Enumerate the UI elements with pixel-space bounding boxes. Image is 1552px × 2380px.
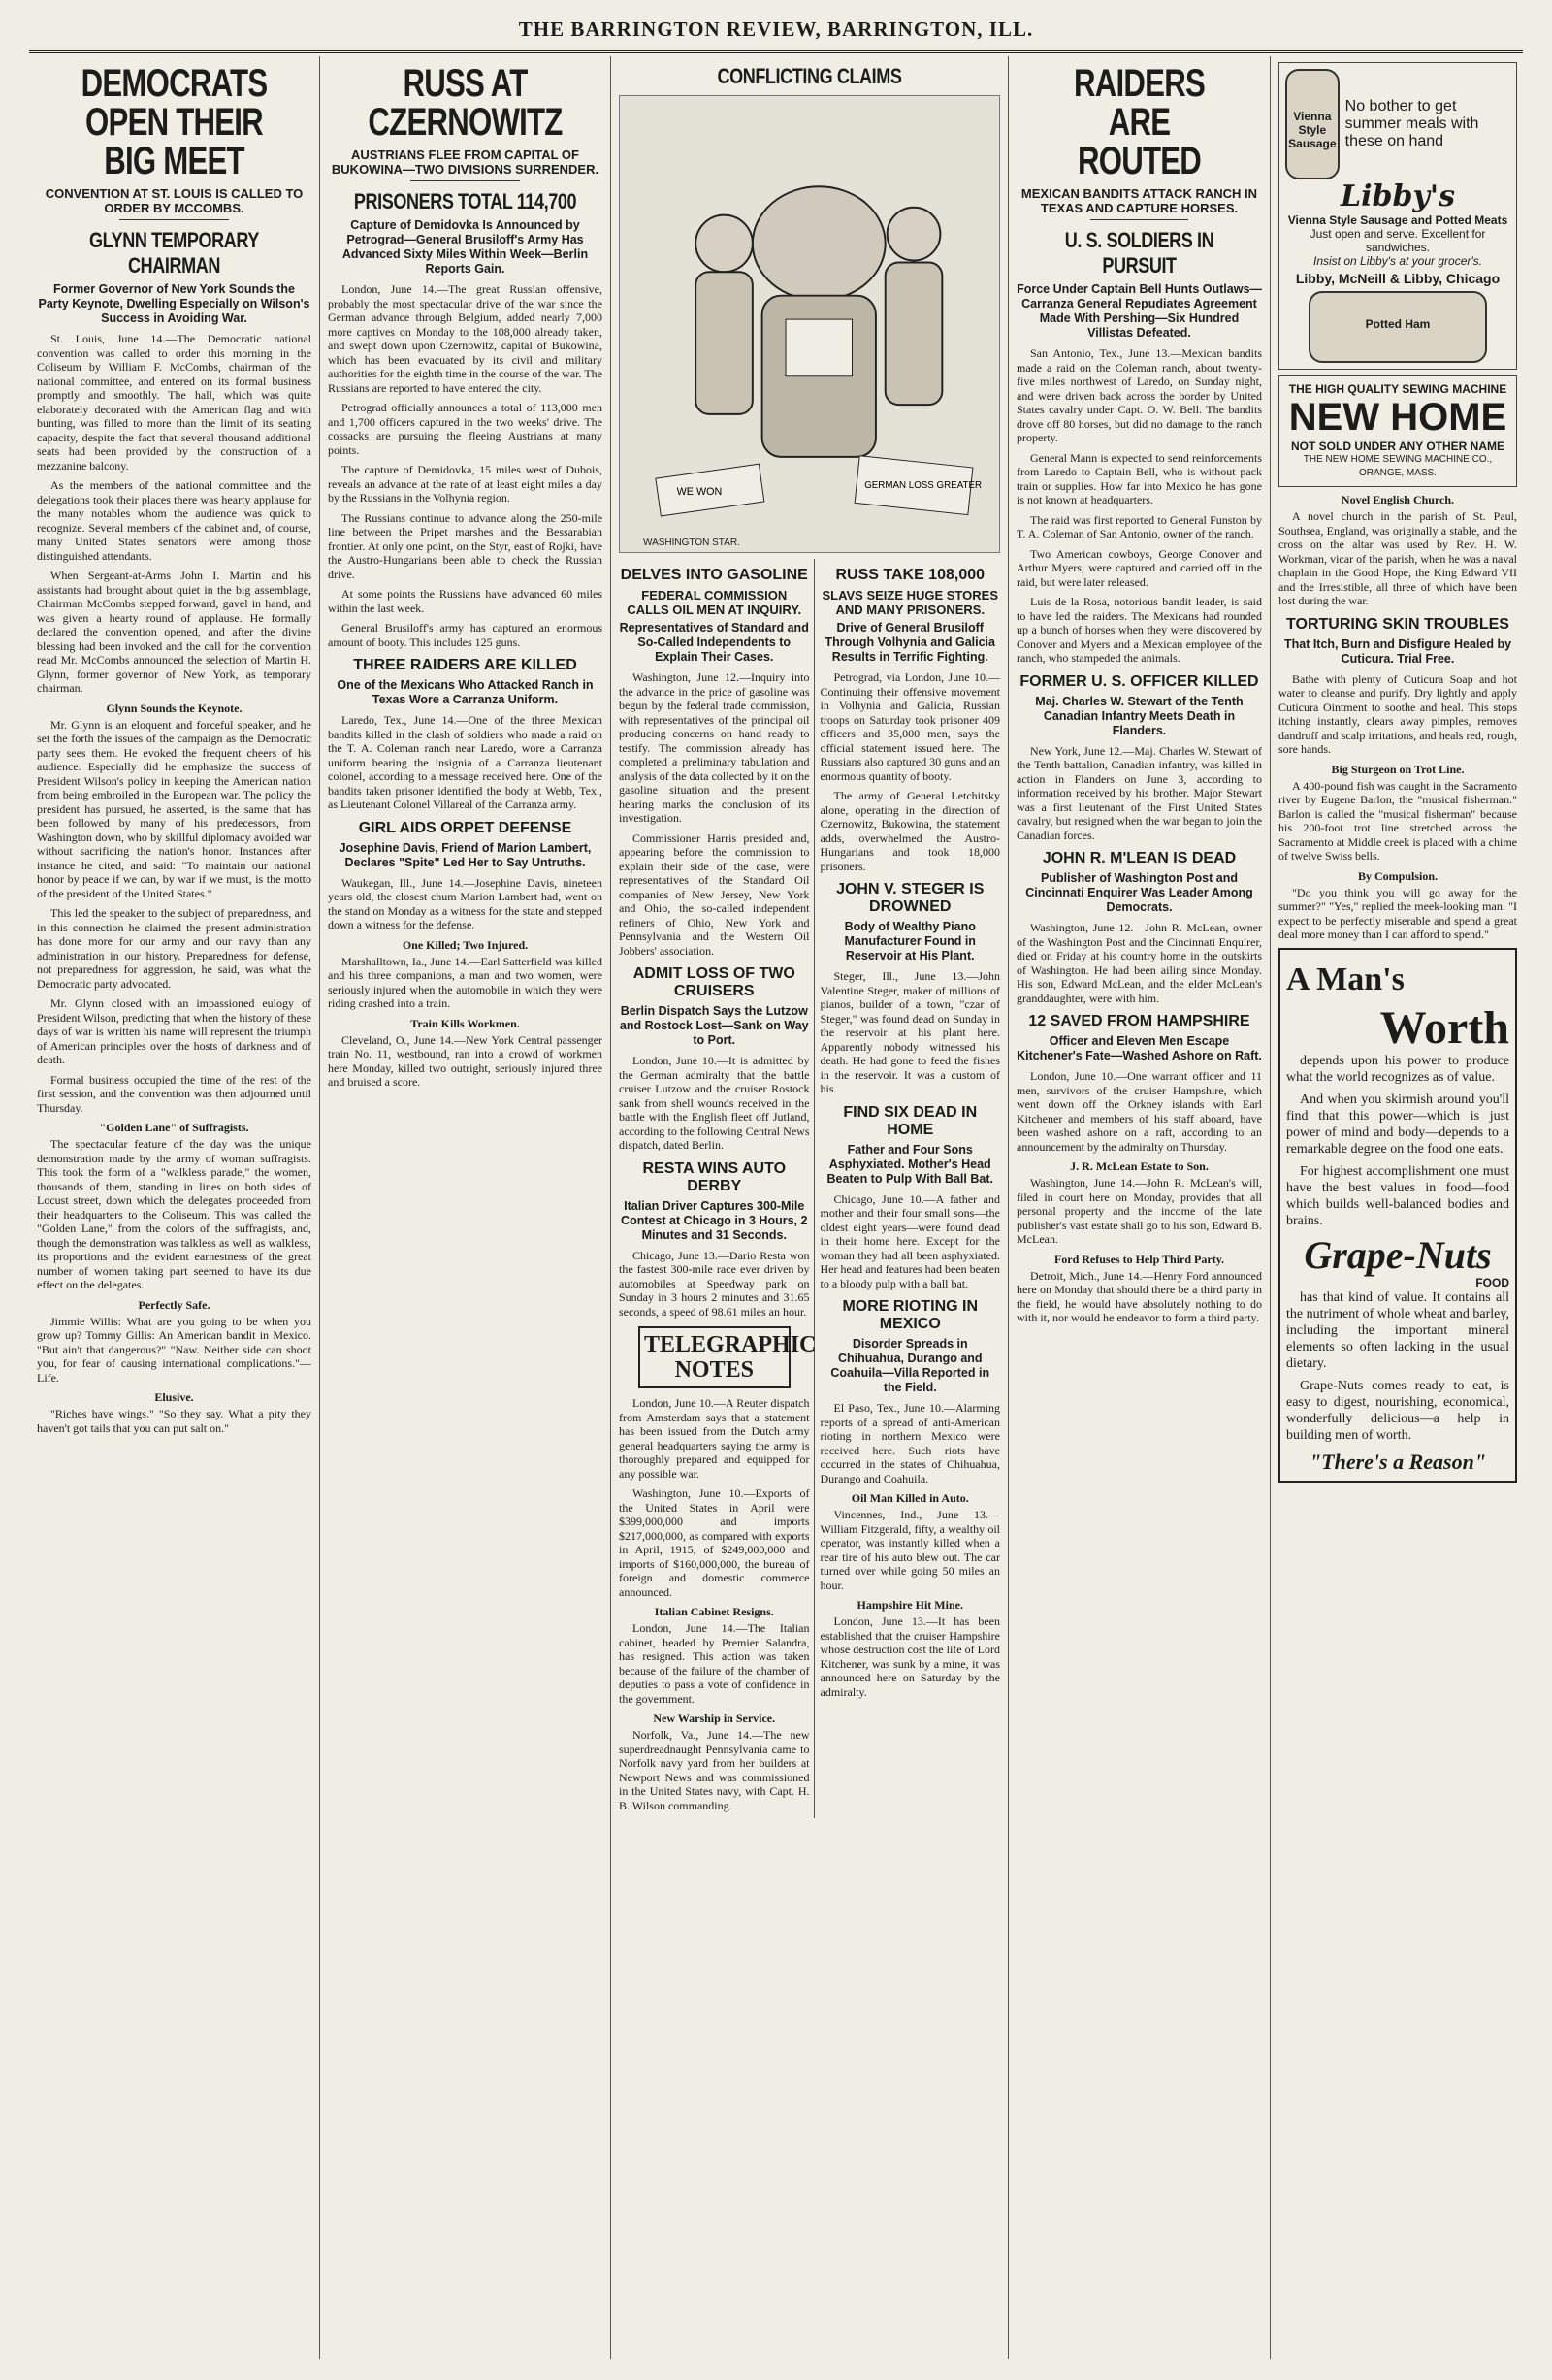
paragraph: Washington, June 14.—John R. McLean's will, filed in court here on Monday, provides that all personal property and the income of the late publisher's vast estate shall go to his son, Edward B. McLean. [1017,1176,1262,1246]
deck-mexican-bandits: MEXICAN BANDITS ATTACK RANCH IN TEXAS AND CAPTURE HORSES. [1020,186,1258,215]
summary: Josephine Davis, Friend of Marion Lambert, Declares "Spite" Led Her to Say Untruths. [339,840,592,869]
paragraph: Luis de la Rosa, notorious bandit leader, is said to have led the raiders. The Mexicans had rounded up a bunch of horses when they were discovered by Conover and Myers and a Mexican employee of the ranch, who stampeded the animals. [1017,595,1262,665]
column-1 [29,56,320,2359]
newhome-company: THE NEW HOME SEWING MACHINE CO., ORANGE, MASS. [1303,454,1493,478]
paragraph: The capture of Demidovka, 15 miles west of Dubois, reveals an advance at the rate of at least eight miles a day by the Russians in the Volhynia region. [328,463,602,505]
paragraph: El Paso, Tex., June 10.—Alarming reports of a spread of anti-American rioting in northern Mexico were received here. Such riots have occurred in the states of Chihuahua, Durango and Coahuila. [820,1401,1000,1485]
paragraph: Petrograd officially announces a total of 113,000 men and 1,700 officers captured in the two weeks' drive. The cossacks are pursuing the fleeing Austrians at many points. [328,401,602,457]
paragraph: General Brusiloff's army has captured an enormous amount of booty. This includes 125 guns. [328,621,602,649]
paragraph: A 400-pound fish was caught in the Sacramento river by Eugene Barlon, the "musical fisherman." Barlon is called the "musical fisherman" because his 200-foot trot line stretched across the Sacramento at Middle creek is placed with a chime of twelve Swiss bells. [1278,778,1517,863]
section-title: Hampshire Hit Mine. [857,1598,963,1612]
section-title: Glynn Sounds the Keynote. [106,701,242,715]
summary: Former Governor of New York Sounds the Party Keynote, Dwelling Especially on Wilson's Success in Avoiding War. [38,282,310,325]
headline-resta: RESTA WINS AUTO DERBY [642,1159,787,1194]
newhome-top: THE HIGH QUALITY SEWING MACHINE [1288,382,1507,396]
libby-products: Vienna Style Sausage and Potted Meats [1287,213,1508,227]
paragraph: Laredo, Tex., June 14.—One of the three Mexican bandits killed in the clash of soldiers who made a raid on the T. A. Coleman ranch near Laredo, wore a Carranza uniform bearing the insignia of a Carranza lieutenant colonel, according to a message received here. One of the bandits taken prisoner identified the body at Webb, Tex., as Lieutenant Colonel Villareal of the Carranza army. [328,713,602,811]
paragraph: Jimmie Willis: What are you going to be when you grow up? Tommy Gillis: An American bandit in Mexico. "But ain't that dangerous?" "Naw. Neither side can shoot you, for fear of causing international complications."—Life. [37,1314,311,1385]
headline-conflicting-claims: CONFLICTING CLAIMS [717,64,902,88]
section-title: Italian Cabinet Resigns. [654,1605,774,1618]
paragraph: Chicago, June 10.—A father and mother and their four small sons—the oldest eight years—were found dead in their home here. Except for the woman they had all been asphyxiated. Her head and features had been beaten to a bloody pulp with a ball bat. [820,1191,1000,1290]
summary: Capture of Demidovka Is Announced by Petrograd—General Brusiloff's Army Has Advanced Sixty Miles Within Week—Berlin Reports Gain. [341,218,589,276]
summary: Representatives of Standard and So-Called Independents to Explain Their Cases. [619,621,809,664]
headline-hampshire: 12 SAVED FROM HAMPSHIRE [1028,1013,1250,1029]
section-title: Novel English Church. [1341,493,1455,506]
summary: Disorder Spreads in Chihuahua, Durango and Coahuila—Villa Reported in the Field. [830,1337,990,1394]
paragraph: Steger, Ill., June 13.—John Valentine Steger, maker of millions of pianos, builder of a town, "czar of Steger," was found dead on Sunday in the reservoir at his plant here. Apparently nobody witnessed his death. He had gone to feed the fishes in the reservoir. It was a custom of his. [820,969,1000,1095]
summary: Publisher of Washington Post and Cincinnati Enquirer Was Leader Among Democrats. [1025,871,1253,914]
headline-raiders: RAIDERS ARE ROUTED [1074,62,1205,182]
subhead-glynn: GLYNN TEMPORARY CHAIRMAN [89,228,259,277]
deck-convention: CONVENTION AT ST. LOUIS IS CALLED TO ORDER BY MCCOMBS. [45,186,304,215]
deck: SLAVS SEIZE HUGE STORES AND MANY PRISONERS. [822,588,999,617]
paragraph: Washington, June 12.—John R. McLean, owner of the Washington Post and the Cincinnati Enquirer, died on Friday at his country home in the outskirts of Washington. He had been ailing since Monday. His son, Edward McLean, and the elder McLean's granddaughter, were with him. [1017,921,1262,1005]
cartoon-caption: WASHINGTON STAR. [643,538,740,548]
paragraph: The raid was first reported to General Funston by T. A. Coleman of San Antonio, owner of the ranch. [1017,512,1262,540]
section-title: Ford Refuses to Help Third Party. [1053,1252,1225,1266]
gn-brand: Grape-Nuts [1304,1232,1492,1277]
subhead-prisoners: PRISONERS TOTAL 114,700 [353,189,577,213]
summary: That Itch, Burn and Disfigure Healed by Cuticura. Trial Free. [1283,636,1512,666]
section-title: J. R. McLean Estate to Son. [1070,1159,1209,1173]
section-title: Elusive. [154,1390,194,1404]
libby-can-label: Potted Ham [1365,317,1431,331]
headline-six-dead: FIND SIX DEAD IN HOME [843,1103,978,1138]
two-column-section [619,559,1000,1818]
headline-democrats: DEMOCRATS OPEN THEIR BIG MEET [81,62,268,182]
subhead-pursuit: U. S. SOLDIERS IN PURSUIT [1064,228,1214,277]
libby-can-image [1285,69,1340,179]
section-title: Oil Man Killed in Auto. [851,1491,969,1505]
column-2 [320,56,611,2359]
section-title: Big Sturgeon on Trot Line. [1331,762,1465,776]
paragraph: Formal business occupied the time of the rest of the first session, and the convention was then adjourned until Thursday. [37,1072,311,1115]
newhome-sub: NOT SOLD UNDER ANY OTHER NAME [1290,440,1504,453]
column-4 [1009,56,1271,2359]
divider [119,219,229,220]
libby-advertisement [1278,62,1517,370]
paragraph: San Antonio, Tex., June 13.—Mexican bandits made a raid on the Coleman ranch, about twenty-five miles northwest of Laredo, on Sunday night, and were driven back across the border by United States cavalry under Capt. O. W. Bell. The bandits drove off 80 horses, but did no damage to the ranch property. [1017,346,1262,444]
new-home-advertisement [1278,375,1517,487]
paragraph: London, June 13.—It has been established that the cruiser Hampshire whose destruction cost the life of Lord Kitchener, was sunk by a mine, it was announced here on Saturday by the admiralty. [820,1614,1000,1699]
summary: Berlin Dispatch Says the Lutzow and Rostock Lost—Sank on Way to Port. [619,1004,809,1047]
libby-tagline: No bother to get summer meals with these on hand [1344,98,1479,149]
paragraph: Bathe with plenty of Cuticura Soap and hot water to cleanse and purify. Dry lightly and apply Cuticura Ointment to soothe and heal. This stops itching instantly, clears away pimples, removes dandruff and scalp irritations, and heals red, rough, sore hands. [1278,671,1517,756]
section-title: "Golden Lane" of Suffragists. [99,1121,249,1134]
paragraph: Chicago, June 13.—Dario Resta won the fastest 300-mile race ever driven by automobiles at Speedway park on Sunday in 3 hours 2 minutes and 31.65 seconds, a speed of 98.61 miles an hour. [619,1248,810,1319]
gn-title-2: Worth [1379,1001,1509,1054]
masthead: THE BARRINGTON REVIEW, BARRINGTON, ILL. [29,17,1523,53]
section-title: New Warship in Service. [653,1712,776,1725]
paragraph: For highest accomplishment one must have the best values in food—food which builds well-balanced bodies and brains. [1286,1163,1509,1228]
libby-logo: Libby's [1341,179,1455,213]
paragraph: The army of General Letchitsky alone, operating in the direction of Czernowitz, Bukowina, the statement adds, overwhelmed the Austro-Hungarians and took 18,000 prisoners. [820,789,1000,873]
cartoon-label: WE WON [676,485,723,498]
summary: Drive of General Brusiloff Through Volhynia and Galicia Results in Terrific Fighting. [824,621,995,664]
paragraph: London, June 10.—A Reuter dispatch from Amsterdam says that a statement has been issued from the Dutch army general headquarters saying the army is thoroughly prepared and equipped for any possible war. [619,1396,810,1481]
paragraph: London, June 14.—The great Russian offensive, probably the most spectacular drive of the war since the German advance through Belgium, added nearly 7,000 more captives on Monday to the 108,000 already taken, and swept down upon Czernowitz, capital of Bukowina, which has been evacuated by its civil and military authorities for the eighth time in the course of the war. The Russians are reported to have entered the city. [328,282,602,395]
paragraph: The Russians continue to advance along the 250-mile line between the Pripet marshes and the Bessarabian frontier. At only one point, on the Styr, east of Rojki, have the Austro-Hungarians been able to check the Russian drive. [328,510,602,581]
paragraph: Marshalltown, Ia., June 14.—Earl Satterfield was killed and his three companions, a man and two women, were seriously injured when the automobile in which they were riding crashed into a train. [328,954,602,1010]
paragraph: "Do you think you will go away for the summer?" "Yes," replied the meek-looking man. "I expect to be perfectly miserable and spend a great deal more money than I can afford to spend." [1278,885,1517,941]
summary: One of the Mexicans Who Attacked Ranch in Texas Wore a Carranza Uniform. [337,678,594,706]
column-5 [1271,56,1525,2359]
headline-steger: JOHN V. STEGER IS DROWNED [836,881,985,915]
paragraph: Mr. Glynn is an eloquent and forceful speaker, and he set the forth the issues of the campaign as the Democratic party sees them. He evoked the frequent cheers of his audience. Especially did he emphasize the success of President Wilson's policy in keeping the American nation from being embroiled in the European war. The policy the president has pursued, he asserted, is the same that has been followed by many of his predecessors, from Washington down, who by skillful diplomacy avoided war without sacrificing the nation's honor. Instances after instance he cited, and said: "To maintain our national honor by peace if we can, by war if we must, is the motto of the president of the United States." [37,717,311,900]
paragraph: And when you skirmish around you'll find that this power—which is just power of mind and body—depends to a remarkable degree on the food one eats. [1286,1092,1509,1157]
libby-insist: Insist on Libby's at your grocer's. [1313,254,1482,268]
paragraph: Washington, June 10.—Exports of the United States in April were $399,000,000 and imports $217,000,000, as compared with exports in April, 1915, of $249,000,000 and imports of $160,000,000, the bureau of foreign and domestic commerce announced. [619,1486,810,1599]
paragraph: Vincennes, Ind., June 13.—William Fitzgerald, fifty, a wealthy oil operator, was instantly killed when a rear tire of his auto blew out. The car turned over while going 50 miles an hour. [820,1508,1000,1592]
cartoon-illustration [620,96,999,552]
divider [1090,219,1188,220]
paragraph: Two American cowboys, George Conover and Arthur Myers, were captured and carried off in the raid, but were later released. [1017,546,1262,589]
deck-austrians: AUSTRIANS FLEE FROM CAPITAL OF BUKOWINA—TWO DIVISIONS SURRENDER. [331,147,599,177]
potted-ham-can [1309,291,1487,363]
deck: FEDERAL COMMISSION CALLS OIL MEN AT INQUIRY. [627,588,802,617]
paragraph: The spectacular feature of the day was the unique demonstration made by the army of woman suffragists. This took the form of a "walkless parade," the women, thousands of them, standing in lines on both sides of Locust street, down which the delegates proceeded from their headquarters to the Coliseum. This was called the "Golden Lane," from the colors of the suffragists, and, though the demonstration was talkless as well as walkless, its proportions and the evident earnestness of the great number of women taking part seemed to have its due effect on the delegates. [37,1137,311,1291]
summary: Officer and Eleven Men Escape Kitchener's Fate—Washed Ashore on Raft. [1017,1034,1262,1062]
paragraph: depends upon his power to produce what the world recognizes as of value. [1286,1053,1509,1085]
paragraph: Commissioner Harris presided and, appearing before the commission to explain their side of the case, were representatives of the Standard Oil companies of New Jersey, New York and Ohio, the so-called independent refiners of Ohio, New York and Pennsylvania and the Western Oil Jobbers' association. [619,831,810,958]
paragraph: has that kind of value. It contains all the nutriment of whole wheat and barley, including the important mineral elements so often lacking in the usual dietary. [1286,1289,1509,1371]
cartoon-label: GERMAN LOSS GREATER [864,480,983,492]
subcolumn-left [619,559,815,1818]
gn-title-1: A Man's [1286,961,1405,997]
paragraph: Petrograd, via London, June 10.—Continuing their offensive movement in Volhynia and Galicia, Russian troops on Saturday took prisoner 409 officers and 35,000 men, says the official statement issued here. The Russians also captured 30 guns and an enormous quantity of booty. [820,670,1000,783]
summary: Maj. Charles W. Stewart of the Tenth Canadian Infantry Meets Death in Flanders. [1035,694,1244,737]
headline-more-rioting: MORE RIOTING IN MEXICO [842,1298,979,1332]
paragraph: General Mann is expected to send reinforcements from Laredo to Captain Bell, who is without pack train or supplies. How far into Mexico he has gone is not known at headquarters. [1017,450,1262,506]
headline-girl-aids: GIRL AIDS ORPET DEFENSE [358,819,572,836]
headline-three-raiders: THREE RAIDERS ARE KILLED [353,657,577,673]
summary: Body of Wealthy Piano Manufacturer Found in Reservoir at His Plant. [844,920,976,962]
headline-russ-take: RUSS TAKE 108,000 [835,567,986,583]
section-title: Train Kills Workmen. [410,1016,520,1030]
paragraph: Mr. Glynn closed with an impassioned eulogy of President Wilson, predicting that when the history of these days of war is written his name will represent the triumph of American principles over the hosts of darkness and of death. [37,996,311,1066]
section-title: One Killed; Two Injured. [402,937,529,952]
paragraph: Washington, June 12.—Inquiry into the advance in the price of gasoline was begun by the federal trade commission, with representatives of the principal oil producing concerns on hand ready to testify. The commission already has completed a preliminary tabulation and analysis of the data collected by it on the gasoline situation and the present hearing marks the conclusion of its investigation. [619,670,810,825]
telegraphic-notes-box: TELEGRAPHIC NOTES [638,1326,791,1388]
paragraph: Cleveland, O., June 14.—New York Central passenger train No. 11, westbound, ran into a crowd of workmen here Monday, killed two outright, seriously injured three and bruised a score. [328,1032,602,1089]
paragraph: London, June 10.—One warrant officer and 11 men, survivors of the cruiser Hampshire, which went down off the Orkney islands with Earl Kitchener and members of his staff aboard, have been washed ashore on a raft, according to an announcement by the admiralty on Thursday. [1017,1069,1262,1154]
paragraph: When Sergeant-at-Arms John I. Martin and his assistants had brought about quiet in the big assemblage, Chairman McCombs stepped forward, gavel in hand, and was given a hearty round of applause. He formally declared the convention opened, and after the divine blessing had been invoked and the call for the convention read Mr. McCombs announced the selection of Martin H. Glynn, former governor of New York, as temporary chairman. [37,569,311,695]
headline-admit-loss: ADMIT LOSS OF TWO CRUISERS [632,965,795,999]
section-title: Perfectly Safe. [138,1297,210,1312]
libby-top [1285,69,1510,179]
paragraph: Norfolk, Va., June 14.—The new superdreadnaught Pennsylvania came to Norfolk navy yard from her builders at Newport News and was commissioned in the United States navy, with Capt. H. B. Wilson commanding. [619,1728,810,1812]
paragraph: As the members of the national committee and the delegations took their places there was hearty applause for the many notables whom the audience was quick to recognize. Several members of the cabinet and, of course, many United States senators were among those distinguished attendants. [37,478,311,563]
column-3 [611,56,1009,2359]
headline-russ: RUSS AT CZERNOWITZ [368,62,563,144]
paragraph: A novel church in the parish of St. Paul, Southsea, England, was originally a stable, and the cross on the altar was used by Rev. H. W. Workman, vicar of the parish, when he was a naval chaplain in the Good Hope, the King Edward VII and the Irresistible, all three of which have been lost during the war. [1278,509,1517,607]
paragraph: New York, June 12.—Maj. Charles W. Stewart of the Tenth battalion, Canadian infantry, was killed in action in Flanders on June 3, according to information received by his brother. Major Stewart was a first lieutenant of the First United States cavalry, but resigned when the war began to join the Canadian forces. [1017,743,1262,842]
summary: Father and Four Sons Asphyxiated. Mother's Head Beaten to Pulp With Ball Bat. [826,1142,993,1186]
headline-torturing: TORTURING SKIN TROUBLES [1286,615,1509,633]
summary: Force Under Captain Bell Hunts Outlaws—Carranza General Repudiates Agreement Made With Pershing—Six Hundred Villistas Defeated. [1017,282,1262,340]
paragraph: Grape-Nuts comes ready to eat, is easy to digest, nourishing, economical, wonderfully delicious—a help in building men of worth. [1286,1378,1509,1443]
paragraph: Detroit, Mich., June 14.—Henry Ford announced here on Monday that should there be a third party in the field, he would have absolutely nothing to do with it, nor would he endeavor to form a third party. [1017,1268,1262,1324]
political-cartoon [619,95,1000,553]
headline-former-officer: FORMER U. S. OFFICER KILLED [1019,672,1259,690]
paragraph: This led the speaker to the subject of preparedness, and in this connection he claimed the present administration has done more for our army and our navy than any administration in our history. Preparedness for defense, not preparedness for aggression, he said, was what the Democratic party advocated. [37,906,311,991]
grape-nuts-advertisement [1278,948,1517,1483]
divider [410,180,520,181]
paragraph: "Riches have wings." "So they say. What a pity they haven't got tails that you can put salt on." [37,1407,311,1435]
paragraph: Waukegan, Ill., June 14.—Josephine Davis, nineteen years old, the closest chum Marion Lambert had, went on the stand on Monday as a witness for the state and stepped down a witness for the defense. [328,875,602,931]
subcolumn-right [821,559,1001,1818]
paragraph: London, June 14.—The Italian cabinet, headed by Premier Salandra, has resigned. This action was taken because of the failure of the chamber of deputies to pass a vote of confidence in the government. [619,1621,810,1706]
newhome-name: NEW HOME [1288,396,1507,439]
libby-brand: Libby, McNeill & Libby, Chicago [1295,271,1501,286]
gn-food: FOOD [1475,1275,1509,1289]
section-title: By Compulsion. [1357,868,1439,883]
headline-delves: DELVES INTO GASOLINE [620,567,808,583]
paragraph: London, June 10.—It is admitted by the German admiralty that the battle cruiser Lutzow and the cruiser Rostock sank from shell wounds received in the battle with the English fleet off Jutland, according to the following Central News dispatch, dated Berlin. [619,1054,810,1152]
gn-reason: "There's a Reason" [1309,1449,1487,1474]
paragraph: St. Louis, June 14.—The Democratic national convention was called to order this morning in the Coliseum by William F. McCombs, chairman of the national committee, and entered on its formal business promptly and smoothly. The hall, which was quite elaborately decorated with the American flag and with bunting, was filled to more than the limit of its seating capacity, despite the fact that several thousand additional seats had been provided by the construction of a mezzanine balcony. [37,332,311,473]
headline-mclean: JOHN R. M'LEAN IS DEAD [1042,850,1237,866]
libby-can-label: Vienna Style Sausage [1288,110,1337,150]
summary: Italian Driver Captures 300-Mile Contest at Chicago in 3 Hours, 2 Minutes and 31 Seconds. [621,1198,808,1242]
libby-sub: Just open and serve. Excellent for sandwiches. [1310,227,1486,254]
paragraph: At some points the Russians have advanced 60 miles within the last week. [328,587,602,615]
